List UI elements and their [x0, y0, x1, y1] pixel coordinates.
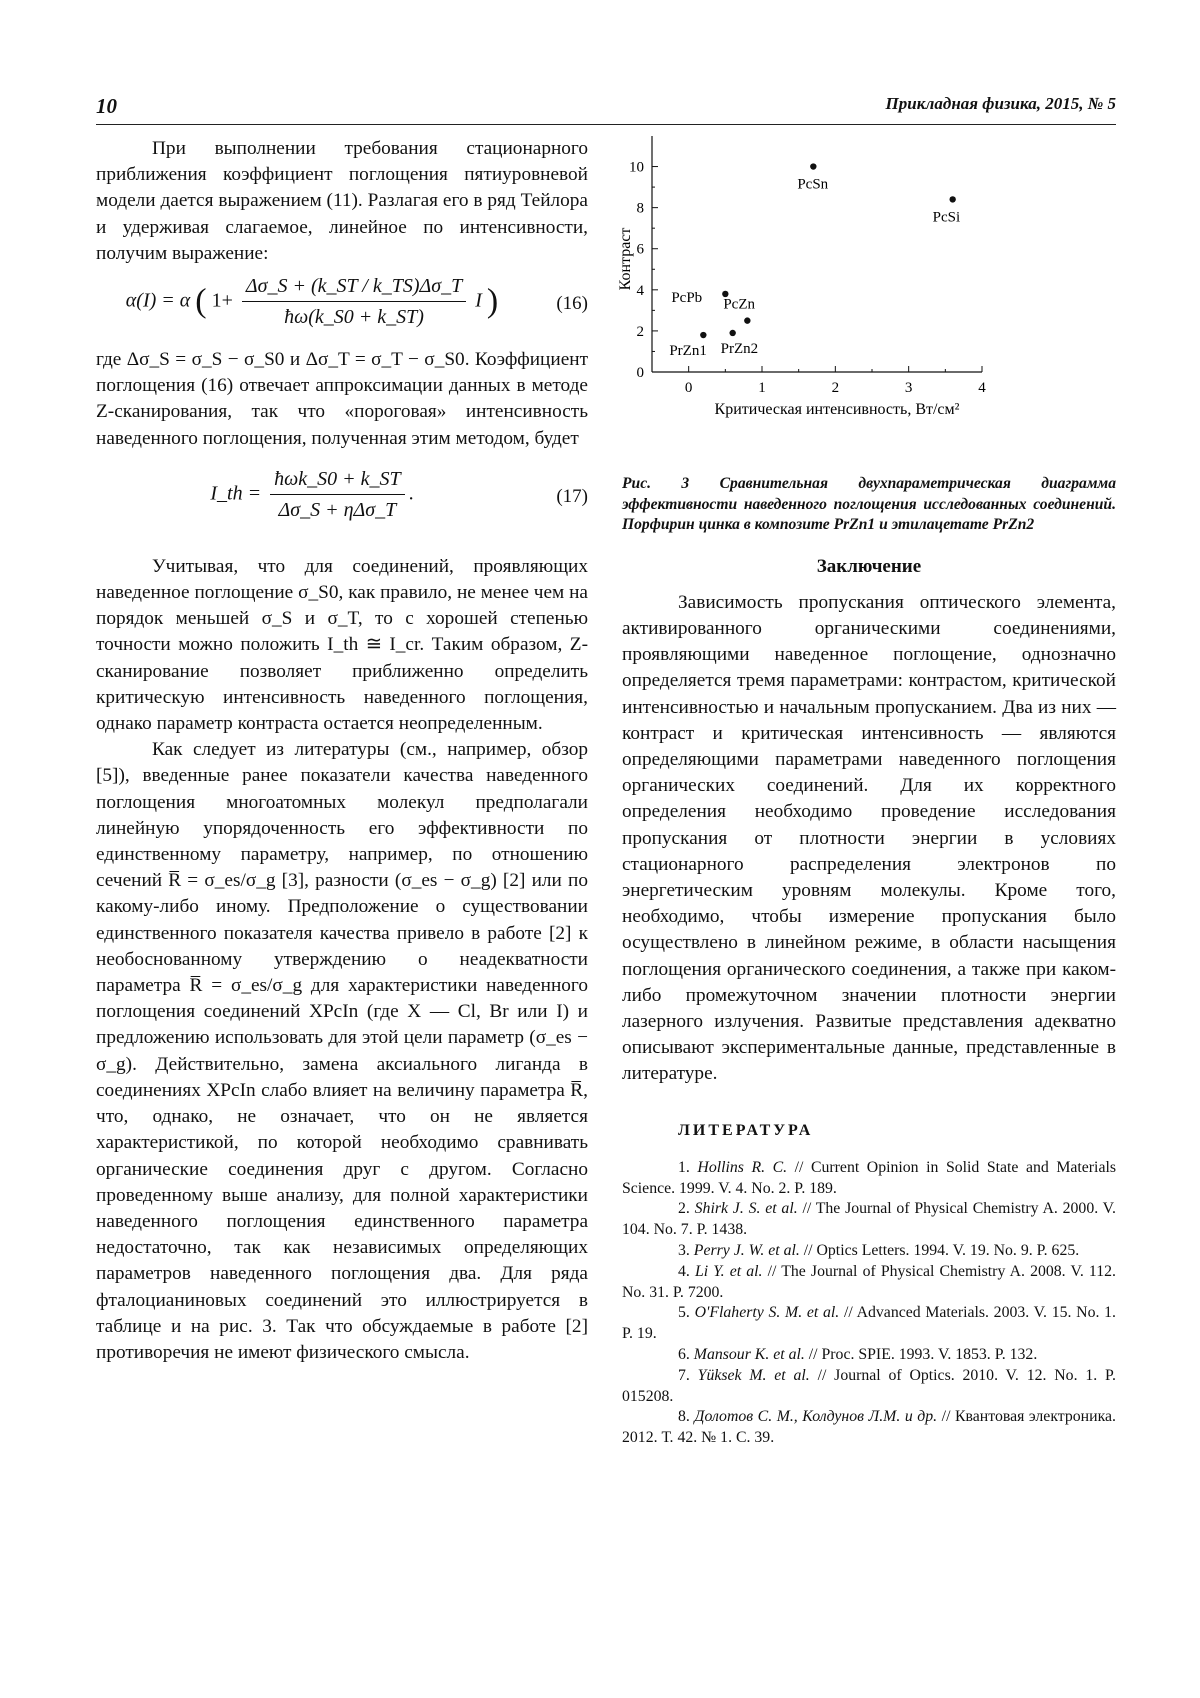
- figure-3-chart: [617, 136, 1116, 466]
- data-point-pcsi: [949, 196, 955, 202]
- y-tick-label: 4: [636, 282, 644, 299]
- left-column: [96, 136, 588, 1366]
- eq17-number: (17): [556, 485, 588, 507]
- reference-authors: Долотов С. М., Колдунов Л.М. и др.: [694, 1408, 938, 1426]
- reference-authors: Perry J. W. et al.: [693, 1241, 800, 1259]
- reference-item: [622, 1262, 1116, 1304]
- reference-source: // Optics Letters. 1994. V. 19. No. 9. P. 625.: [799, 1241, 1080, 1259]
- y-axis-label: Контраст: [617, 227, 634, 291]
- data-label: PcSn: [797, 176, 829, 193]
- page-header: [96, 94, 1116, 125]
- data-point-przn2: [729, 330, 735, 336]
- reference-item: [622, 1303, 1116, 1345]
- reference-source: // The Journal of Physical Chemistry A. 2000. V. 104. No. 7. P. 1438.: [622, 1200, 1116, 1239]
- reference-authors: Yüksek M. et al.: [697, 1366, 810, 1384]
- data-point-pcsn: [810, 163, 816, 169]
- data-label: PrZn2: [720, 340, 759, 357]
- y-tick-label: 6: [636, 241, 644, 258]
- reference-number: 3.: [678, 1241, 694, 1259]
- eq16-numerator: Δσ_S + (k_ST / k_TS)Δσ_T: [242, 273, 466, 302]
- reference-source: // Advanced Materials. 2003. V. 15. No. 1. P. 19.: [622, 1304, 1116, 1343]
- reference-source: // Proc. SPIE. 1993. V. 1853. P. 132.: [804, 1345, 1038, 1363]
- reference-number: 7.: [678, 1366, 698, 1384]
- scatter-plot: [617, 136, 1116, 466]
- reference-authors: Li Y. et al.: [694, 1262, 763, 1280]
- reference-source: // Journal of Optics. 2010. V. 12. No. 1. P. 015208.: [622, 1366, 1116, 1405]
- reference-source: // Квантовая электроника. 2012. Т. 42. № 1. С. 39.: [622, 1408, 1116, 1447]
- reference-number: 5.: [678, 1304, 695, 1322]
- reference-authors: Hollins R. C.: [697, 1158, 788, 1176]
- right-column: [617, 136, 1116, 1449]
- data-label: PcPb: [671, 289, 703, 306]
- figure-caption: Рис. 3 Сравнительная двухпараметрическая диаграмма эффективности наведенного поглощения исследованных соединений. Порфирин цинка в композите PrZn1 и этилацетате PrZn2: [622, 475, 1116, 533]
- reference-authors: Mansour K. et al.: [693, 1345, 805, 1363]
- x-tick-label: 3: [904, 380, 913, 396]
- paragraph: Учитывая, что для соединений, проявляющих наведенное поглощение σ_S0, как правило, не менее чем на порядок меньшей σ_S и σ_T, то с хорошей степенью точности можно положить I_th ≅ I_cr. Таким образом, Z-сканирование позволяет приближенно определить критическую интенсивность наведенного поглощения, однако параметр контраста остается неопределенным.: [96, 555, 588, 735]
- equation-16: α(I) = α ( 1+ $\frac{\Delta\sigma\_S + (k\_ST / k\_TS)\Delta\sigma\_T}{ħ\omega(k\_S0 + k\_ST)}$ I ) (16): [96, 273, 588, 341]
- equation-17: I_th = $\frac{\text{ħωk\_S0 + k\_ST}}{\text{Δσ\_S + ηΔσ\_T}}$ . (17): [96, 466, 588, 534]
- reference-item: [622, 1345, 1116, 1366]
- y-tick-label: 10: [629, 159, 644, 176]
- y-tick-label: 8: [636, 200, 644, 217]
- x-axis-label: Критическая интенсивность, Вт/см²: [714, 401, 960, 418]
- data-point-pczn: [744, 317, 750, 323]
- paragraph: где Δσ_S = σ_S − σ_S0 и Δσ_T = σ_T − σ_S0. Коэффициент поглощения (16) отвечает аппроксимации данных в методе Z-сканирования, так что «пороговая» интенсивность наведенного поглощения, полученная этим методом, будет: [96, 349, 588, 449]
- x-tick-label: 1: [758, 380, 766, 396]
- eq16-denominator: ħω(k_S0 + k_ST): [284, 306, 424, 329]
- data-label: PrZn1: [669, 343, 707, 360]
- x-tick-label: 4: [978, 380, 986, 396]
- reference-item: [622, 1407, 1116, 1449]
- y-tick-label: 2: [636, 323, 644, 340]
- reference-source: // The Journal of Physical Chemistry A. 2008. V. 112. No. 31. P. 7200.: [622, 1262, 1116, 1301]
- x-tick-label: 2: [831, 380, 840, 396]
- x-tick-label: 0: [684, 380, 693, 396]
- reference-authors: O'Flaherty S. M. et al.: [694, 1304, 840, 1322]
- eq16-lhs: α(I) = α: [125, 289, 191, 312]
- reference-number: 1.: [678, 1158, 698, 1176]
- reference-number: 6.: [678, 1345, 694, 1363]
- reference-number: 8.: [678, 1408, 695, 1426]
- page-number: 10: [96, 94, 117, 118]
- data-label: PcZn: [723, 296, 756, 313]
- eq17-numerator: ħωk_S0 + k_ST: [270, 466, 405, 495]
- reference-item: [622, 1366, 1116, 1408]
- references-title: ЛИТЕРАТУРА: [678, 1121, 814, 1139]
- reference-number: 4.: [678, 1262, 695, 1280]
- journal-title: Прикладная физика, 2015, № 5: [885, 94, 1116, 113]
- eq17-lhs: I_th =: [210, 482, 262, 505]
- paragraph: Как следует из литературы (см., например, обзор [5]), введенные ранее показатели качества наведенного поглощения многоатомных молекул предполагали линейную упорядоченность его эффективности по единственному параметру, например, по отношению сечений R̅ = σ_es/σ_g [3], разности (σ_es − σ_g) [2] или по какому-либо иному. Предположение о существовании единственного показателя качества привело в работе [2] к необоснованному утверждению о неадекватности параметра R̅ = σ_es/σ_g для характеристики наведенного поглощения соединений XPcIn (где X — Cl, Br или I) и предложению использовать для этой цели параметр (σ_es − σ_g). Действительно, замена аксиального лиганда в соединениях XPcIn слабо влияет на величину параметра R̅, что, однако, не означает, что он не является характеристикой, по которой необходимо сравнивать органические соединения друг с другом. Согласно проведенному выше анализу, для полной характеристики наведенного поглощения единственного параметра недостаточно, так как независимых определяющих параметров наведенного поглощения два. Для ряда фталоцианиновых соединений это иллюстрируется в таблице и на рис. 3. Так что обсуждаемые в работе [2] противоречия не имеют физического смысла.: [96, 739, 588, 1363]
- references-list: [622, 1158, 1116, 1449]
- paragraph: Зависимость пропускания оптического элемента, активированного органическими соединениями, проявляющими наведенное поглощение, однозначно определяется тремя параметрами: контрастом, критической интенсивностью и начальным пропусканием. Два из них — контраст и критическая интенсивность — являются определяющими параметрами наведенного поглощения органических соединений. Для их корректного определения необходимо проведение исследования пропускания от плотности энергии в условиях стационарного распределения электронов по энергетическим уровням молекулы. Кроме того, необходимо, чтобы измерение пропускания было осуществлено в линейном режиме, в области насыщения поглощения органического соединения, а также при каком-либо промежуточном значении плотности энергии лазерного излучения. Развитые представления адекватно описывают экспериментальные данные, представленные в литературе.: [622, 591, 1116, 1085]
- reference-number: 2.: [678, 1200, 695, 1218]
- reference-authors: Shirk J. S. et al.: [694, 1200, 798, 1218]
- reference-source: // Current Opinion in Solid State and Materials Science. 1999. V. 4. No. 2. P. 189.: [622, 1158, 1116, 1197]
- reference-item: [622, 1241, 1116, 1262]
- eq17-denominator: Δσ_S + ηΔσ_T: [278, 499, 397, 522]
- data-label: PcSi: [932, 209, 961, 226]
- section-title: Заключение: [816, 555, 922, 577]
- reference-item: [622, 1199, 1116, 1241]
- paragraph: При выполнении требования стационарного приближения коэффициент поглощения пятиуровневой модели дается выражением (11). Разлагая его в ряд Тейлора и удерживая слагаемое, линейное по интенсивности, получим выражение:: [96, 138, 588, 264]
- y-tick-label: 0: [636, 365, 644, 381]
- reference-item: [622, 1158, 1116, 1200]
- data-point-przn1: [700, 332, 706, 338]
- eq16-number: (16): [556, 293, 588, 315]
